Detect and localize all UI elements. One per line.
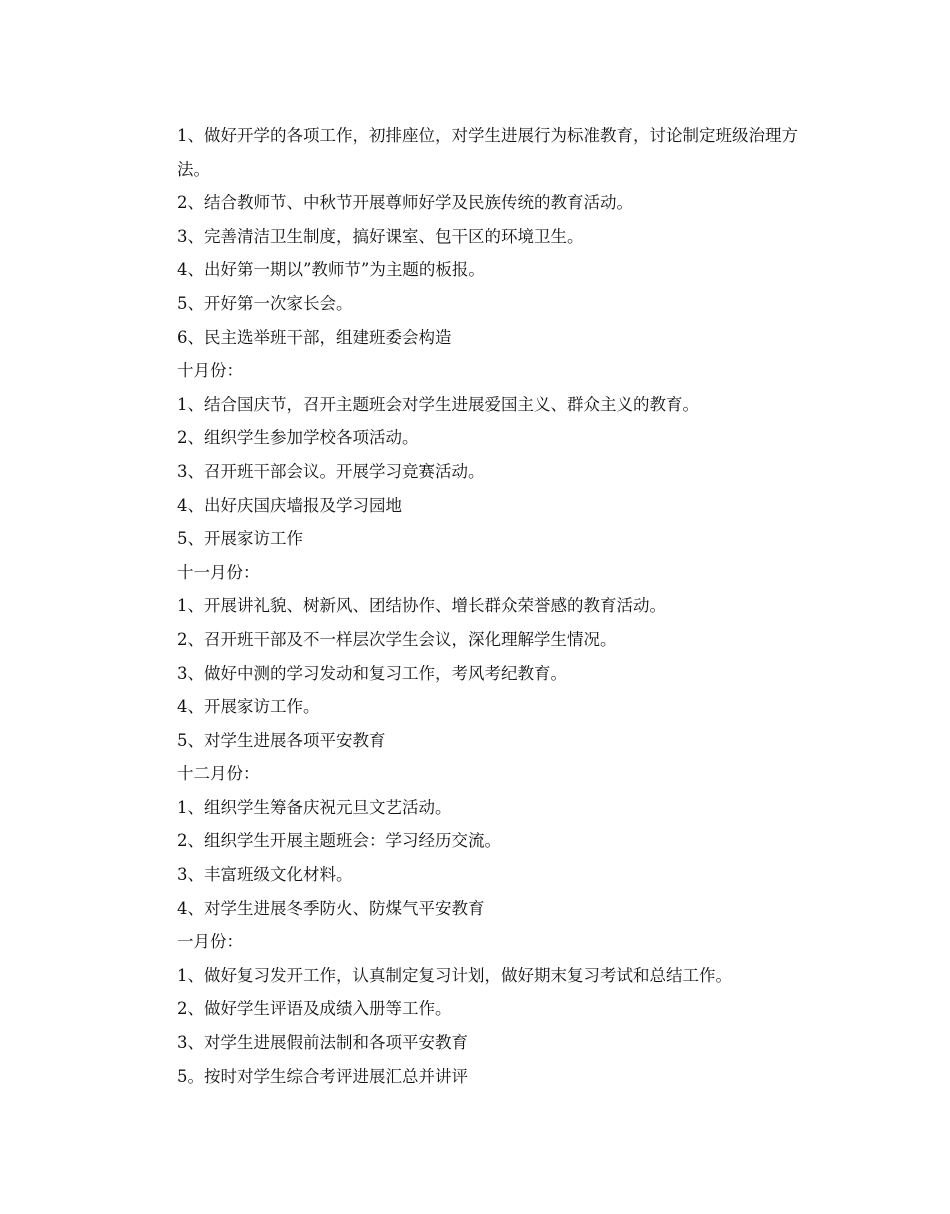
paragraph-line: 1、做好复习发开工作，认真制定复习计划，做好期末复习考试和总结工作。 <box>177 965 732 985</box>
paragraph-line: 6、民主选举班干部，组建班委会构造 <box>177 327 452 347</box>
section-heading: 十月份： <box>177 361 243 381</box>
section-heading: 一月份： <box>177 932 243 952</box>
section-heading: 十二月份： <box>177 764 260 784</box>
paragraph-line: 1、做好开学的各项工作，初排座位，对学生进展行为标准教育，讨论制定班级治理方法。 <box>177 126 798 179</box>
paragraph-line: 4、对学生进展冬季防火、防煤气平安教育 <box>177 898 485 918</box>
section-heading: 十一月份： <box>177 562 260 582</box>
paragraph-line: 3、对学生进展假前法制和各项平安教育 <box>177 1033 468 1053</box>
paragraph-line: 1、组织学生筹备庆祝元旦文艺活动。 <box>177 797 452 817</box>
paragraph-line: 2、结合教师节、中秋节开展尊师好学及民族传统的教育活动。 <box>177 193 633 213</box>
paragraph-line: 5、开好第一次家长会。 <box>177 293 353 313</box>
paragraph-line: 5。按时对学生综合考评进展汇总并讲评 <box>177 1066 468 1086</box>
paragraph-line: 4、出好第一期以”教师节”为主题的板报。 <box>177 260 485 280</box>
paragraph-line: 1、结合国庆节，召开主题班会对学生进展爱国主义、群众主义的教育。 <box>177 394 699 414</box>
paragraph-line: 5、对学生进展各项平安教育 <box>177 730 386 750</box>
document-body <box>143 119 823 1093</box>
paragraph-line: 2、召开班干部及不一样层次学生会议，深化理解学生情况。 <box>177 629 617 649</box>
paragraph-line: 4、出好庆国庆墙报及学习园地 <box>177 495 402 515</box>
paragraph-line: 2、组织学生开展主题班会：学习经历交流。 <box>177 831 501 851</box>
paragraph-line: 2、做好学生评语及成绩入册等工作。 <box>177 999 452 1019</box>
paragraph-line: 5、开展家访工作 <box>177 529 303 549</box>
paragraph-line: 3、完善清洁卫生制度，搞好课室、包干区的环境卫生。 <box>177 226 584 246</box>
paragraph-line: 3、丰富班级文化材料。 <box>177 865 353 885</box>
paragraph-line: 4、开展家访工作。 <box>177 697 320 717</box>
paragraph-line: 2、组织学生参加学校各项活动。 <box>177 428 419 448</box>
paragraph-line: 1、开展讲礼貌、树新风、团结协作、增长群众荣誉感的教育活动。 <box>177 596 666 616</box>
paragraph-line: 3、做好中测的学习发动和复习工作，考风考纪教育。 <box>177 663 567 683</box>
paragraph-line: 3、召开班干部会议。开展学习竞赛活动。 <box>177 461 485 481</box>
